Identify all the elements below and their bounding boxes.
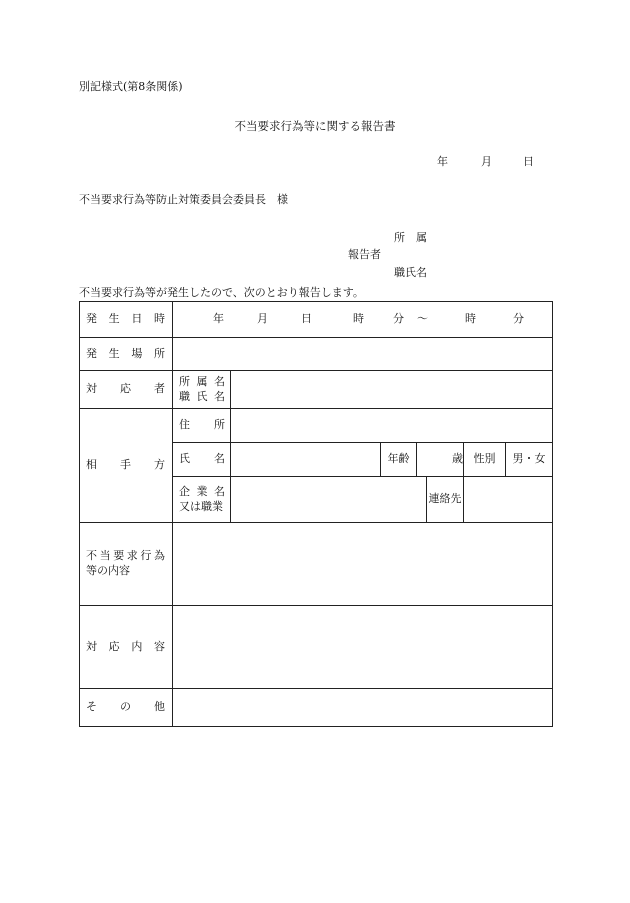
counterpart-name-label: 氏 名	[179, 452, 225, 466]
responder-sub-label-cell	[173, 371, 231, 409]
date-day: 日	[523, 155, 534, 168]
counterpart-contact-field[interactable]	[464, 477, 553, 523]
counterpart-sex-options[interactable]: 男・女	[506, 443, 553, 477]
company-label-2: 又は職業	[179, 499, 223, 513]
date-month: 月	[481, 155, 492, 168]
counterpart-age-field[interactable]	[417, 443, 464, 477]
counterpart-address-field[interactable]	[231, 409, 553, 443]
dt-tilde: ～	[417, 312, 428, 326]
content-label-1: 不 当 要 求 行 為	[86, 549, 165, 563]
occurrence-datetime-label-cell	[80, 302, 173, 338]
other-label: そ の 他	[86, 700, 165, 714]
reporter-name-label: 職氏名	[394, 266, 427, 279]
responder-label-cell	[80, 371, 173, 409]
responder-name-label: 職 氏 名	[179, 389, 225, 403]
date-line	[437, 156, 534, 167]
header-note: 別記様式(第8条関係)	[79, 80, 183, 93]
counterpart-age-label: 年齢	[381, 443, 417, 477]
occurrence-place-field[interactable]	[173, 338, 553, 371]
other-label-cell	[80, 689, 173, 727]
dt-hour: 時	[353, 312, 364, 326]
occurrence-place-label: 発 生 場 所	[86, 346, 165, 360]
occurrence-place-label-cell	[80, 338, 173, 371]
other-field[interactable]	[173, 689, 553, 727]
counterpart-label-cell	[80, 409, 173, 523]
datetime-units	[173, 312, 552, 327]
row-response	[80, 606, 553, 689]
counterpart-name-label-cell	[173, 443, 231, 477]
responder-field[interactable]	[231, 371, 553, 409]
counterpart-company-label-cell	[173, 477, 231, 523]
dt-minute: 分	[393, 312, 404, 326]
counterpart-address-label: 住 所	[179, 418, 225, 432]
counterpart-address-label-cell	[173, 409, 231, 443]
counterpart-company-field[interactable]	[231, 477, 427, 523]
row-responder	[80, 371, 553, 409]
counterpart-label: 相 手 方	[86, 458, 165, 472]
dt-year: 年	[213, 312, 224, 326]
dt-month: 月	[257, 312, 268, 326]
row-content	[80, 523, 553, 606]
dt-hour2: 時	[465, 312, 476, 326]
intro-text: 不当要求行為等が発生したので、次のとおり報告します。	[79, 286, 364, 299]
counterpart-contact-label: 連絡先	[427, 477, 464, 523]
addressee: 不当要求行為等防止対策委員会委員長 様	[79, 193, 288, 206]
dt-day: 日	[301, 312, 312, 326]
response-field[interactable]	[173, 606, 553, 689]
content-label-2: 等の内容	[86, 564, 130, 577]
content-field[interactable]	[173, 523, 553, 606]
row-counterpart-address	[80, 409, 553, 443]
reporter-affiliation-label: 所 属	[394, 231, 427, 244]
report-form-table	[79, 301, 553, 727]
responder-dept-label: 所 属 名	[179, 374, 225, 388]
row-occurrence-datetime	[80, 302, 553, 338]
company-label-1: 企 業 名	[179, 484, 225, 498]
counterpart-name-field[interactable]	[231, 443, 381, 477]
age-unit: 歳	[452, 452, 463, 466]
response-label-cell	[80, 606, 173, 689]
page-title: 不当要求行為等に関する報告書	[234, 119, 396, 133]
dt-minute2: 分	[513, 312, 524, 326]
response-label: 対 応 内 容	[86, 639, 165, 653]
occurrence-datetime-field[interactable]	[173, 302, 553, 338]
row-occurrence-place	[80, 338, 553, 371]
reporter-label: 報告者	[348, 248, 381, 261]
date-year: 年	[437, 155, 448, 168]
counterpart-sex-label: 性別	[464, 443, 506, 477]
content-label-cell	[80, 523, 173, 606]
occurrence-datetime-label: 発 生 日 時	[86, 312, 165, 326]
responder-label: 対 応 者	[86, 382, 165, 396]
row-other	[80, 689, 553, 727]
